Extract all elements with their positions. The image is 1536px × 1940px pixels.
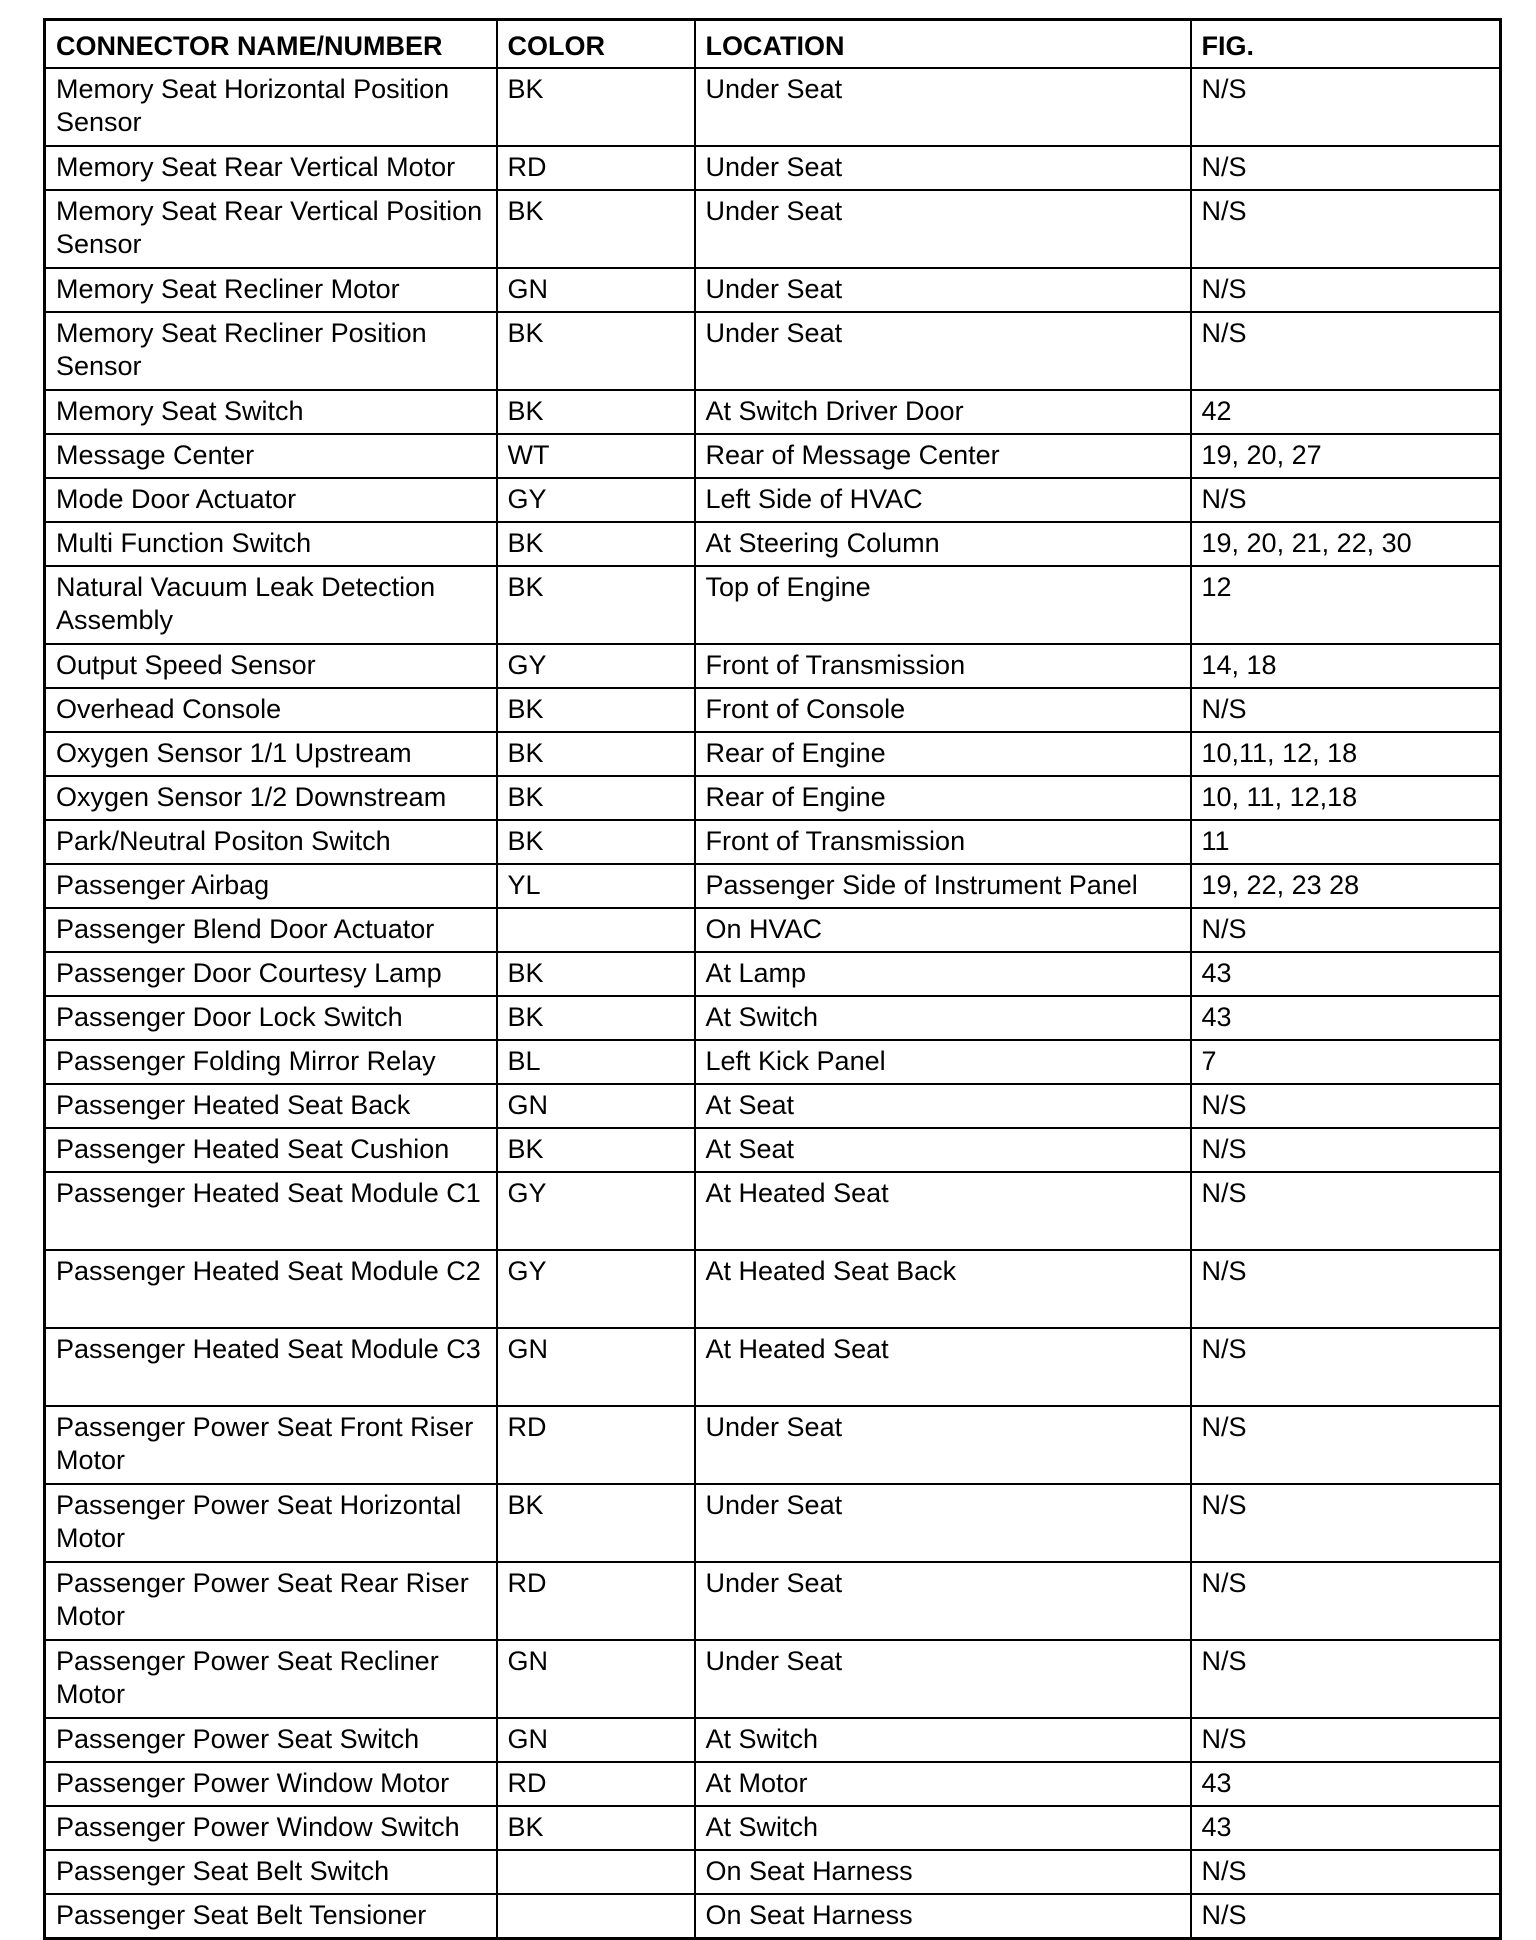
cell-location: Under Seat bbox=[695, 68, 1191, 146]
table-row bbox=[45, 1172, 1501, 1250]
cell-color: BK bbox=[497, 68, 695, 146]
cell-color bbox=[497, 1894, 695, 1939]
cell-fig: 7 bbox=[1191, 1040, 1501, 1084]
cell-color: GN bbox=[497, 1328, 695, 1406]
cell-color: BK bbox=[497, 776, 695, 820]
table-row bbox=[45, 1762, 1501, 1806]
cell-fig: N/S bbox=[1191, 1640, 1501, 1718]
cell-connector-name: Passenger Power Seat Recliner Motor bbox=[45, 1640, 497, 1718]
cell-connector-name: Passenger Heated Seat Module C3 bbox=[45, 1328, 497, 1406]
table-row bbox=[45, 1406, 1501, 1484]
table-row bbox=[45, 1718, 1501, 1762]
cell-connector-name: Oxygen Sensor 1/1 Upstream bbox=[45, 732, 497, 776]
cell-color: GN bbox=[497, 1718, 695, 1762]
cell-location: Under Seat bbox=[695, 1562, 1191, 1640]
table-row bbox=[45, 478, 1501, 522]
table-row bbox=[45, 1328, 1501, 1406]
cell-color bbox=[497, 908, 695, 952]
cell-location: Under Seat bbox=[695, 268, 1191, 312]
cell-color: BK bbox=[497, 312, 695, 390]
table-row bbox=[45, 1128, 1501, 1172]
cell-location: Passenger Side of Instrument Panel bbox=[695, 864, 1191, 908]
cell-color: GY bbox=[497, 478, 695, 522]
header-connector-name: CONNECTOR NAME/NUMBER bbox=[45, 20, 497, 69]
table-row bbox=[45, 776, 1501, 820]
table-row bbox=[45, 68, 1501, 146]
table-row bbox=[45, 146, 1501, 190]
cell-location: Under Seat bbox=[695, 190, 1191, 268]
cell-fig: 43 bbox=[1191, 996, 1501, 1040]
cell-color: GN bbox=[497, 1640, 695, 1718]
header-row bbox=[45, 20, 1501, 69]
cell-fig: N/S bbox=[1191, 1128, 1501, 1172]
cell-location: At Heated Seat bbox=[695, 1172, 1191, 1250]
cell-connector-name: Passenger Power Seat Switch bbox=[45, 1718, 497, 1762]
cell-location: Rear of Engine bbox=[695, 776, 1191, 820]
cell-location: Left Kick Panel bbox=[695, 1040, 1191, 1084]
cell-color: GN bbox=[497, 268, 695, 312]
table-row bbox=[45, 1850, 1501, 1894]
cell-connector-name: Passenger Power Window Switch bbox=[45, 1806, 497, 1850]
cell-location: On Seat Harness bbox=[695, 1894, 1191, 1939]
header-color: COLOR bbox=[497, 20, 695, 69]
table-row bbox=[45, 312, 1501, 390]
table-row bbox=[45, 434, 1501, 478]
cell-location: Under Seat bbox=[695, 146, 1191, 190]
cell-location: Rear of Engine bbox=[695, 732, 1191, 776]
cell-location: Left Side of HVAC bbox=[695, 478, 1191, 522]
table-body bbox=[45, 68, 1501, 1939]
cell-connector-name: Passenger Folding Mirror Relay bbox=[45, 1040, 497, 1084]
cell-connector-name: Park/Neutral Positon Switch bbox=[45, 820, 497, 864]
cell-location: Under Seat bbox=[695, 1640, 1191, 1718]
cell-color: GY bbox=[497, 1250, 695, 1328]
cell-fig: N/S bbox=[1191, 68, 1501, 146]
cell-connector-name: Mode Door Actuator bbox=[45, 478, 497, 522]
cell-color bbox=[497, 1850, 695, 1894]
cell-color: GY bbox=[497, 644, 695, 688]
cell-color: BL bbox=[497, 1040, 695, 1084]
cell-color: BK bbox=[497, 1806, 695, 1850]
cell-color: RD bbox=[497, 1406, 695, 1484]
cell-fig: N/S bbox=[1191, 1250, 1501, 1328]
cell-location: At Seat bbox=[695, 1128, 1191, 1172]
cell-fig: N/S bbox=[1191, 1484, 1501, 1562]
cell-connector-name: Passenger Airbag bbox=[45, 864, 497, 908]
table-row bbox=[45, 1562, 1501, 1640]
cell-location: Front of Console bbox=[695, 688, 1191, 732]
connector-table bbox=[43, 18, 1502, 1940]
table-row bbox=[45, 644, 1501, 688]
cell-fig: N/S bbox=[1191, 1850, 1501, 1894]
cell-location: Top of Engine bbox=[695, 566, 1191, 644]
cell-color: YL bbox=[497, 864, 695, 908]
cell-location: Under Seat bbox=[695, 312, 1191, 390]
cell-location: At Heated Seat Back bbox=[695, 1250, 1191, 1328]
cell-fig: N/S bbox=[1191, 1328, 1501, 1406]
cell-fig: 19, 22, 23 28 bbox=[1191, 864, 1501, 908]
cell-connector-name: Memory Seat Horizontal Position Sensor bbox=[45, 68, 497, 146]
cell-fig: 19, 20, 21, 22, 30 bbox=[1191, 522, 1501, 566]
table-row bbox=[45, 522, 1501, 566]
header-fig: FIG. bbox=[1191, 20, 1501, 69]
cell-fig: 43 bbox=[1191, 1762, 1501, 1806]
cell-location: Rear of Message Center bbox=[695, 434, 1191, 478]
table-row bbox=[45, 1894, 1501, 1939]
cell-connector-name: Passenger Seat Belt Tensioner bbox=[45, 1894, 497, 1939]
cell-connector-name: Memory Seat Rear Vertical Position Sensor bbox=[45, 190, 497, 268]
cell-fig: N/S bbox=[1191, 268, 1501, 312]
cell-connector-name: Passenger Door Courtesy Lamp bbox=[45, 952, 497, 996]
cell-fig: 43 bbox=[1191, 1806, 1501, 1850]
cell-color: BK bbox=[497, 688, 695, 732]
cell-location: Front of Transmission bbox=[695, 820, 1191, 864]
cell-location: At Seat bbox=[695, 1084, 1191, 1128]
cell-connector-name: Passenger Power Window Motor bbox=[45, 1762, 497, 1806]
cell-color: GY bbox=[497, 1172, 695, 1250]
cell-location: At Switch bbox=[695, 1718, 1191, 1762]
cell-color: BK bbox=[497, 566, 695, 644]
cell-color: GN bbox=[497, 1084, 695, 1128]
cell-connector-name: Passenger Heated Seat Module C2 bbox=[45, 1250, 497, 1328]
cell-color: BK bbox=[497, 1128, 695, 1172]
cell-connector-name: Passenger Blend Door Actuator bbox=[45, 908, 497, 952]
cell-location: At Switch Driver Door bbox=[695, 390, 1191, 434]
cell-location: Front of Transmission bbox=[695, 644, 1191, 688]
cell-fig: N/S bbox=[1191, 146, 1501, 190]
cell-connector-name: Passenger Door Lock Switch bbox=[45, 996, 497, 1040]
table-row bbox=[45, 908, 1501, 952]
cell-connector-name: Memory Seat Switch bbox=[45, 390, 497, 434]
cell-location: Under Seat bbox=[695, 1484, 1191, 1562]
table-row bbox=[45, 820, 1501, 864]
cell-connector-name: Overhead Console bbox=[45, 688, 497, 732]
cell-connector-name: Passenger Heated Seat Back bbox=[45, 1084, 497, 1128]
cell-connector-name: Passenger Seat Belt Switch bbox=[45, 1850, 497, 1894]
cell-connector-name: Oxygen Sensor 1/2 Downstream bbox=[45, 776, 497, 820]
cell-location: At Motor bbox=[695, 1762, 1191, 1806]
cell-fig: N/S bbox=[1191, 1718, 1501, 1762]
cell-connector-name: Memory Seat Rear Vertical Motor bbox=[45, 146, 497, 190]
cell-connector-name: Memory Seat Recliner Motor bbox=[45, 268, 497, 312]
cell-fig: N/S bbox=[1191, 1406, 1501, 1484]
cell-color: RD bbox=[497, 1762, 695, 1806]
cell-color: RD bbox=[497, 1562, 695, 1640]
cell-fig: 43 bbox=[1191, 952, 1501, 996]
cell-fig: N/S bbox=[1191, 312, 1501, 390]
cell-fig: N/S bbox=[1191, 1172, 1501, 1250]
cell-location: At Switch bbox=[695, 996, 1191, 1040]
cell-fig: 11 bbox=[1191, 820, 1501, 864]
table-row bbox=[45, 864, 1501, 908]
cell-connector-name: Passenger Heated Seat Cushion bbox=[45, 1128, 497, 1172]
cell-connector-name: Passenger Power Seat Horizontal Motor bbox=[45, 1484, 497, 1562]
cell-connector-name: Memory Seat Recliner Position Sensor bbox=[45, 312, 497, 390]
cell-color: RD bbox=[497, 146, 695, 190]
cell-connector-name: Passenger Heated Seat Module C1 bbox=[45, 1172, 497, 1250]
cell-color: BK bbox=[497, 1484, 695, 1562]
cell-fig: N/S bbox=[1191, 190, 1501, 268]
cell-connector-name: Message Center bbox=[45, 434, 497, 478]
cell-connector-name: Passenger Power Seat Front Riser Motor bbox=[45, 1406, 497, 1484]
table-row bbox=[45, 1484, 1501, 1562]
cell-color: BK bbox=[497, 952, 695, 996]
cell-color: BK bbox=[497, 190, 695, 268]
table-row bbox=[45, 268, 1501, 312]
cell-color: WT bbox=[497, 434, 695, 478]
cell-color: BK bbox=[497, 996, 695, 1040]
cell-fig: 19, 20, 27 bbox=[1191, 434, 1501, 478]
table-row bbox=[45, 732, 1501, 776]
cell-fig: 10,11, 12, 18 bbox=[1191, 732, 1501, 776]
table-row bbox=[45, 952, 1501, 996]
cell-fig: N/S bbox=[1191, 1894, 1501, 1939]
cell-color: BK bbox=[497, 522, 695, 566]
cell-location: Under Seat bbox=[695, 1406, 1191, 1484]
cell-fig: 14, 18 bbox=[1191, 644, 1501, 688]
cell-location: On Seat Harness bbox=[695, 1850, 1191, 1894]
cell-location: At Steering Column bbox=[695, 522, 1191, 566]
cell-connector-name: Multi Function Switch bbox=[45, 522, 497, 566]
cell-fig: N/S bbox=[1191, 478, 1501, 522]
cell-connector-name: Output Speed Sensor bbox=[45, 644, 497, 688]
cell-color: BK bbox=[497, 390, 695, 434]
table-row bbox=[45, 1250, 1501, 1328]
table-row bbox=[45, 566, 1501, 644]
table-row bbox=[45, 688, 1501, 732]
cell-location: At Switch bbox=[695, 1806, 1191, 1850]
cell-fig: N/S bbox=[1191, 1084, 1501, 1128]
cell-fig: N/S bbox=[1191, 908, 1501, 952]
cell-fig: 42 bbox=[1191, 390, 1501, 434]
cell-location: At Heated Seat bbox=[695, 1328, 1191, 1406]
table-row bbox=[45, 1084, 1501, 1128]
cell-fig: 12 bbox=[1191, 566, 1501, 644]
table-header bbox=[45, 20, 1501, 69]
header-location: LOCATION bbox=[695, 20, 1191, 69]
cell-connector-name: Natural Vacuum Leak Detection Assembly bbox=[45, 566, 497, 644]
cell-fig: 10, 11, 12,18 bbox=[1191, 776, 1501, 820]
cell-color: BK bbox=[497, 820, 695, 864]
table-row bbox=[45, 996, 1501, 1040]
table-row bbox=[45, 1640, 1501, 1718]
cell-location: On HVAC bbox=[695, 908, 1191, 952]
cell-fig: N/S bbox=[1191, 688, 1501, 732]
cell-location: At Lamp bbox=[695, 952, 1191, 996]
cell-color: BK bbox=[497, 732, 695, 776]
cell-fig: N/S bbox=[1191, 1562, 1501, 1640]
table-row bbox=[45, 1806, 1501, 1850]
table-row bbox=[45, 390, 1501, 434]
cell-connector-name: Passenger Power Seat Rear Riser Motor bbox=[45, 1562, 497, 1640]
table-row bbox=[45, 190, 1501, 268]
table-row bbox=[45, 1040, 1501, 1084]
